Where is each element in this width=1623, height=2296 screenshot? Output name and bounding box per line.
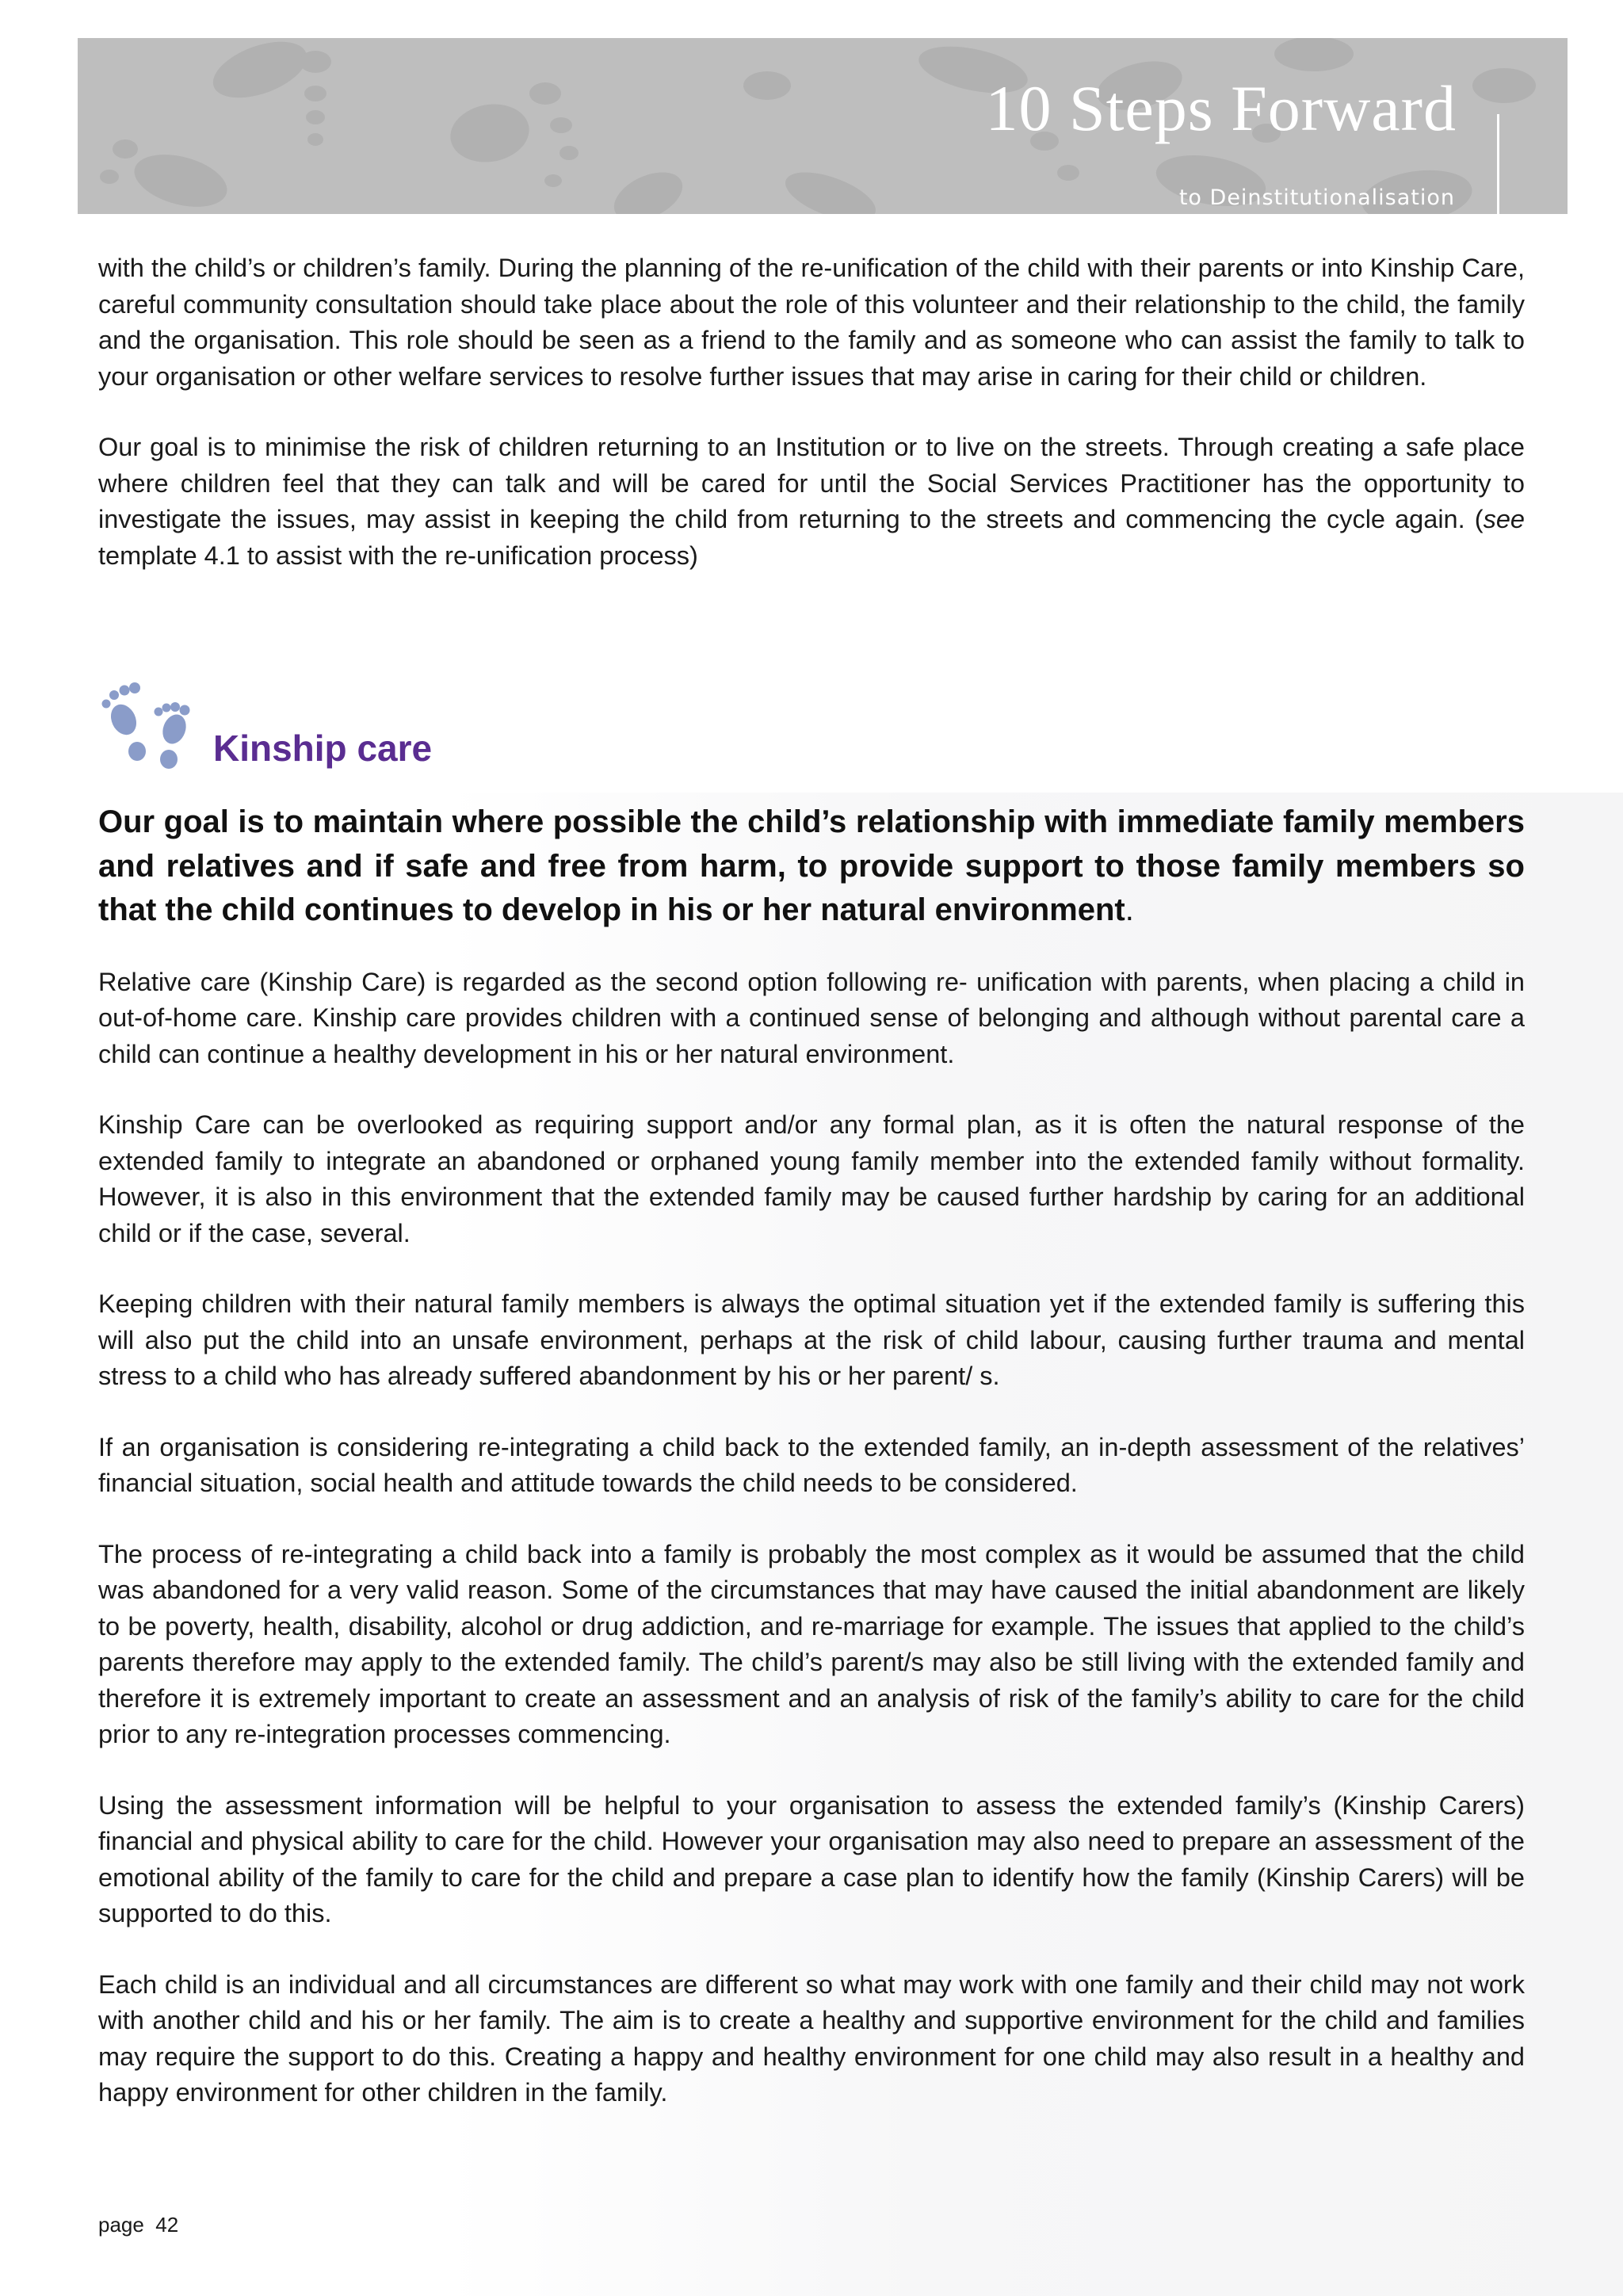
template-reference-rest: template 4.1 to assist with the re-unification process)	[98, 541, 698, 570]
template-reference-see: see	[1483, 505, 1525, 533]
intro-paragraph-2	[98, 430, 1525, 574]
section-title: Kinship care	[213, 728, 433, 769]
body-paragraph-6: Using the assessment information will be helpful to your organisation to assess the extended family’s (Kinship Carers) financial and physical ability to care for the child. However your organisation may also need to prepare an assessment of the emotional ability of the family to care for the child and prepare a case plan to identify how the family (Kinship Carers) will be supported to do this.	[98, 1790, 1525, 1927]
section-lead-text: Our goal is to maintain where possible the child’s relationship with immediate family members and relatives and if safe and free from harm, to provide support to those family members so that the child continues to develop in his or her natural environment	[98, 804, 1525, 927]
body-paragraph-2: Kinship Care can be overlooked as requiring support and/or any formal plan, as it is often the natural response of the extended family to integrate an abandoned or orphaned young family member into the extended family without formality. However, it is also in this environment that the extended family may be caused further hardship by caring for an additional child or if the case, several.	[98, 1110, 1525, 1247]
template-reference-open: (	[1465, 505, 1484, 533]
footprints-icon	[98, 677, 203, 777]
body-paragraph-3: Keeping children with their natural family members is always the optimal situation yet if the extended family is suffering this will also put the child into an unsafe environment, perhaps at the risk of child labour, causing further trauma and mental stress to a child who has already suffered abandonment by his or her parent/ s.	[98, 1289, 1525, 1390]
header-banner	[78, 38, 1568, 214]
page-number: page 42	[98, 2213, 179, 2237]
intro-paragraph-1: with the child’s or children’s family. During the planning of the re-unification of the child with their parents or into Kinship Care, careful community consultation should take place about the role of this volunteer and their relationship to the child, the family and the organisation. This role should be seen as a friend to the family and as someone who can assist the family to talk to your organisation or other welfare services to resolve further issues that may arise in caring for their child or children.	[98, 254, 1525, 391]
body-paragraph-7: Each child is an individual and all circumstances are different so what may work with one family and their child may not work with another child and his or her family. The aim is to create a healthy and supportive environment for the child and families may require the support to do this. Creating a happy and healthy environment for one child may also result in a healthy and happy environment for other children in the family.	[98, 1969, 1525, 2107]
banner-divider	[1497, 114, 1499, 214]
body-paragraph-1: Relative care (Kinship Care) is regarded as the second option following re- unification with parents, when placing a child in out-of-home care. Kinship care provides children with a continued sense of belonging and although without parental care a child can continue a healthy development in his or her natural environment.	[98, 967, 1525, 1068]
body-paragraph-4: If an organisation is considering re-integrating a child back to the extended family, an in-depth assessment of the relatives’ financial situation, social health and attitude towards the child needs to be considered.	[98, 1432, 1525, 1497]
section-lead-end: .	[1125, 892, 1134, 927]
page-content	[98, 250, 1525, 2146]
body-paragraph-5: The process of re-integrating a child back into a family is probably the most complex as it would be assumed that the child was abandoned for a very valid reason. Some of the circumstances that may have caused the initial abandonment are likely to be poverty, health, disability, alcohol or drug addiction, and re-marriage for example. The issues that applied to the child’s parents therefore may apply to the extended family. The child’s parent/s may also be still living with the extended family and therefore it is extremely important to create an assessment and an analysis of risk of the family’s ability to care for the child prior to any re-integration processes commencing.	[98, 1539, 1525, 1748]
section-lead-statement	[98, 800, 1525, 933]
document-subtitle: to Deinstitutionalisation	[1178, 185, 1455, 210]
section-heading	[98, 677, 1525, 777]
intro-paragraph-2-text: Our goal is to minimise the risk of children returning to an Institution or to live on the streets. Through creating a safe place where children feel that they can talk and will be cared for until the Social Services Practitioner has the opportunity to investigate the issues, may assist in keeping the child from returning to the streets and commencing the cycle again.	[98, 433, 1525, 533]
document-title: 10 Steps Forward	[985, 72, 1457, 144]
